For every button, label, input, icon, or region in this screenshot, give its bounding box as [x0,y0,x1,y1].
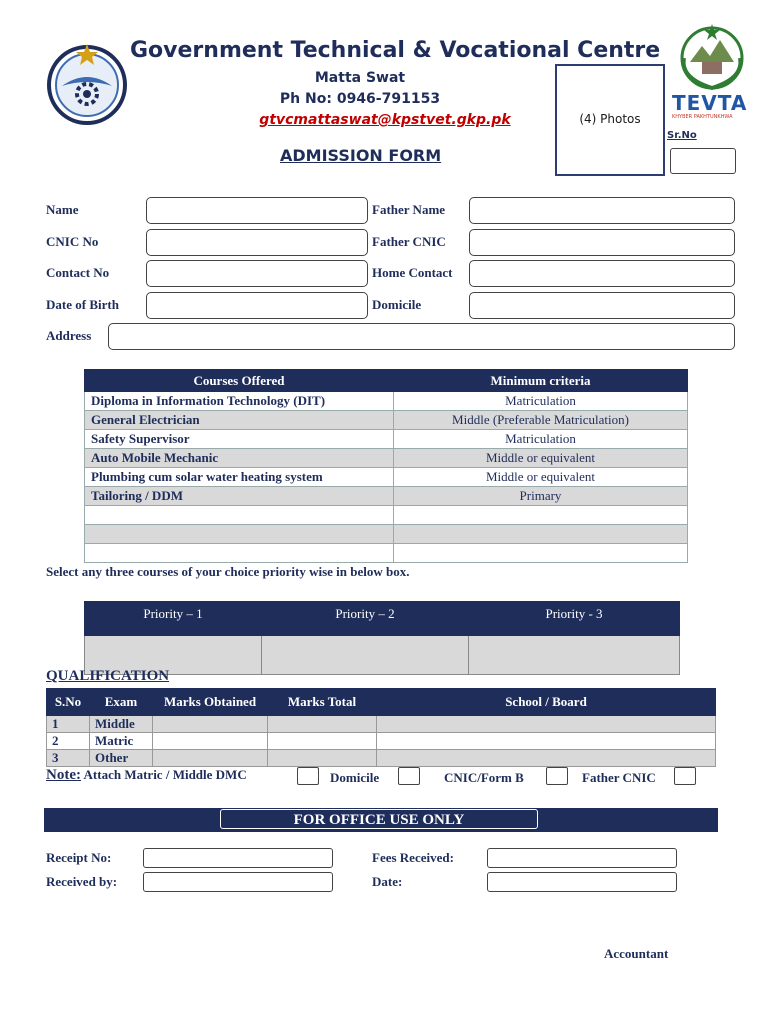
address-label: Address [46,328,92,343]
cnic-label: CNIC No [46,234,99,249]
courses-header: Courses Offered [85,370,394,392]
table-row [47,716,716,733]
course-name: General Electrician [85,411,394,430]
course-name: Plumbing cum solar water heating system [85,468,394,487]
marks-total-header: Marks Total [268,689,377,716]
home-contact-input[interactable] [469,260,735,287]
course-name [85,525,394,544]
qual-exam: Middle [90,716,153,733]
qual-sno: 1 [47,716,90,733]
school-board-header: School / Board [377,689,716,716]
marks-obtained-input[interactable] [153,733,268,750]
course-criteria [394,525,688,544]
course-name: Tailoring / DDM [85,487,394,506]
marks-total-input[interactable] [268,716,377,733]
qualification-title: QUALIFICATION [46,668,170,684]
photo-box [555,64,665,176]
courses-table [84,369,688,563]
qual-sno: 2 [47,733,90,750]
cnic-form-b-checkbox[interactable] [546,767,568,785]
priority-table [84,601,680,675]
father-cnic-label: Father CNIC [372,234,446,249]
domicile-input[interactable] [469,292,735,319]
note-label: Note: [46,767,81,783]
table-row [85,487,688,506]
course-name: Safety Supervisor [85,430,394,449]
accountant-label: Accountant [604,946,669,961]
sr-no-label: Sr.No [667,130,697,141]
qual-sno: 3 [47,750,90,767]
name-label: Name [46,202,79,217]
kp-emblem [676,22,748,92]
priority-2-header: Priority – 2 [262,602,469,636]
contact-input[interactable] [146,260,368,287]
table-row [85,392,688,411]
dob-input[interactable] [146,292,368,319]
course-criteria: Middle or equivalent [394,449,688,468]
marks-obtained-input[interactable] [153,716,268,733]
school-board-input[interactable] [377,716,716,733]
marks-total-input[interactable] [268,733,377,750]
course-criteria: Middle (Preferable Matriculation) [394,411,688,430]
father-name-label: Father Name [372,202,446,217]
dob-label: Date of Birth [46,297,119,312]
centre-phone: Ph No: 0946-791153 [279,91,441,107]
priority-3-header: Priority - 3 [469,602,680,636]
table-row [85,411,688,430]
receipt-no-label: Receipt No: [46,850,112,865]
sno-header: S.No [47,689,90,716]
fees-received-input[interactable] [487,848,677,868]
table-row [85,468,688,487]
centre-location: Matta Swat [314,70,406,86]
received-by-label: Received by: [46,874,118,889]
contact-label: Contact No [46,265,110,280]
table-row [85,525,688,544]
fees-received-label: Fees Received: [372,850,454,865]
note-attach-dmc: Attach Matric / Middle DMC [83,767,247,782]
course-criteria [394,506,688,525]
school-board-input[interactable] [377,733,716,750]
received-by-input[interactable] [143,872,333,892]
course-criteria: Matriculation [394,392,688,411]
qual-exam: Matric [90,733,153,750]
domicile-label: Domicile [372,297,422,312]
centre-title: Government Technical & Vocational Centre [130,38,661,63]
course-criteria [394,544,688,563]
date-label: Date: [372,874,403,889]
note-cnic-form-b: CNIC/Form B [444,770,524,785]
criteria-header: Minimum criteria [394,370,688,392]
priority-instruction: Select any three courses of your choice priority wise in below box. [46,564,410,579]
cnic-input[interactable] [146,229,368,256]
priority-2-input[interactable] [262,636,469,675]
marks-total-input[interactable] [268,750,377,767]
qual-exam: Other [90,750,153,767]
photo-label: (4) Photos [579,112,641,126]
office-use-title: FOR OFFICE USE ONLY [220,809,538,829]
course-name: Auto Mobile Mechanic [85,449,394,468]
tevta-logo: TEVTA KHYBER PAKHTUNKHWA [672,91,748,120]
name-input[interactable] [146,197,368,224]
note-domicile: Domicile [330,770,380,785]
course-criteria: Matriculation [394,430,688,449]
qualification-table [46,688,716,767]
table-row [85,430,688,449]
sr-no-input[interactable] [670,148,736,174]
table-row [85,544,688,563]
address-input[interactable] [108,323,735,350]
father-name-input[interactable] [469,197,735,224]
priority-1-header: Priority – 1 [85,602,262,636]
course-name [85,506,394,525]
father-cnic-checkbox[interactable] [674,767,696,785]
table-row [47,733,716,750]
date-input[interactable] [487,872,677,892]
home-contact-label: Home Contact [372,265,453,280]
attachments-note [46,767,247,784]
note-father-cnic: Father CNIC [582,770,656,785]
centre-email[interactable]: gtvcmattaswat@kpstvet.gkp.pk [259,112,511,128]
receipt-no-input[interactable] [143,848,333,868]
school-board-input[interactable] [377,750,716,767]
exam-header: Exam [90,689,153,716]
table-row [85,449,688,468]
father-cnic-input[interactable] [469,229,735,256]
course-criteria: Middle or equivalent [394,468,688,487]
course-name: Diploma in Information Technology (DIT) [85,392,394,411]
table-row [85,506,688,525]
gtvc-logo [44,40,130,126]
priority-3-input[interactable] [469,636,680,675]
course-criteria: Primary [394,487,688,506]
table-row [47,750,716,767]
dmc-checkbox[interactable] [297,767,319,785]
domicile-checkbox[interactable] [398,767,420,785]
course-name [85,544,394,563]
marks-obtained-header: Marks Obtained [153,689,268,716]
marks-obtained-input[interactable] [153,750,268,767]
form-title: ADMISSION FORM [280,146,442,165]
